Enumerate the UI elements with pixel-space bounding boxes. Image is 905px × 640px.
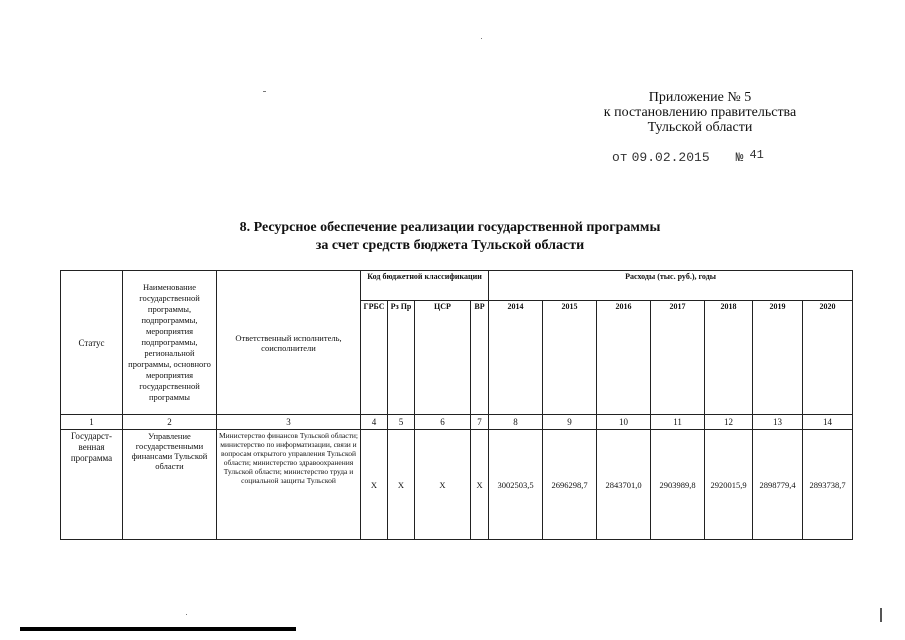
header-year: 2014 bbox=[489, 301, 543, 415]
index-cell: 10 bbox=[597, 415, 651, 430]
order-prefix: от bbox=[612, 150, 628, 165]
header-year: 2018 bbox=[705, 301, 753, 415]
appendix-title: Приложение № 5 bbox=[648, 90, 752, 105]
title-line: 8. Ресурсное обеспечение реализации государственной программы bbox=[239, 220, 661, 235]
header-year: 2017 bbox=[651, 301, 705, 415]
order-number: 41 bbox=[749, 148, 764, 162]
header-year: 2016 bbox=[597, 301, 651, 415]
row-csr: Х bbox=[415, 430, 471, 540]
appendix-block bbox=[560, 90, 840, 135]
header-year: 2015 bbox=[543, 301, 597, 415]
row-status: Государст-венная программа bbox=[61, 430, 123, 540]
order-line bbox=[612, 148, 764, 165]
row-value: 2898779,4 bbox=[753, 430, 803, 540]
table-row bbox=[61, 430, 853, 540]
scan-speck bbox=[481, 38, 482, 39]
index-cell: 12 bbox=[705, 415, 753, 430]
row-rzpr: Х bbox=[388, 430, 415, 540]
index-cell: 6 bbox=[415, 415, 471, 430]
index-cell: 14 bbox=[803, 415, 853, 430]
appendix-line: Тульской области bbox=[647, 120, 753, 135]
order-number-label: № bbox=[735, 150, 744, 165]
header-year: 2020 bbox=[803, 301, 853, 415]
header-year: 2019 bbox=[753, 301, 803, 415]
row-value: 2903989,8 bbox=[651, 430, 705, 540]
row-executor: Министерство финансов Тульской области; министерство по информатизации, связи и вопросам открытого управления Тульской области; министерство здравоохранения Тульской области; министерство труда и социальной защиты Тульской bbox=[217, 430, 361, 540]
header-status: Статус bbox=[61, 271, 123, 415]
index-cell: 5 bbox=[388, 415, 415, 430]
header-executor: Ответственный исполнитель, соисполнители bbox=[217, 271, 361, 415]
row-value: 2843701,0 bbox=[597, 430, 651, 540]
index-cell: 9 bbox=[543, 415, 597, 430]
header-expenses: Расходы (тыс. руб.), годы bbox=[489, 271, 853, 301]
index-cell: 1 bbox=[61, 415, 123, 430]
header-name: Наименование государственной программы, подпрограммы, мероприятия подпрограммы, региональной программы, основного мероприятия государственной программы bbox=[123, 271, 217, 415]
scan-edge-bar bbox=[20, 627, 296, 631]
row-value: 2920015,9 bbox=[705, 430, 753, 540]
index-cell: 11 bbox=[651, 415, 705, 430]
header-rzpr: Рз Пр bbox=[388, 301, 415, 415]
order-date: 09.02.2015 bbox=[631, 150, 710, 165]
index-cell: 8 bbox=[489, 415, 543, 430]
row-vr: Х bbox=[471, 430, 489, 540]
index-row bbox=[61, 415, 853, 430]
title-line: за счет средств бюджета Тульской области bbox=[315, 238, 585, 253]
row-value: 2893738,7 bbox=[803, 430, 853, 540]
document-title bbox=[150, 219, 750, 255]
index-cell: 3 bbox=[217, 415, 361, 430]
row-grbs: Х bbox=[361, 430, 388, 540]
resource-table bbox=[60, 270, 853, 540]
scan-edge-mark bbox=[880, 608, 882, 622]
header-grbs: ГРБС bbox=[361, 301, 388, 415]
header-vr: ВР bbox=[471, 301, 489, 415]
appendix-line: к постановлению правительства bbox=[603, 105, 797, 120]
index-cell: 2 bbox=[123, 415, 217, 430]
index-cell: 13 bbox=[753, 415, 803, 430]
index-cell: 4 bbox=[361, 415, 388, 430]
header-budget-code: Код бюджетной классификации bbox=[361, 271, 489, 301]
header-csr: ЦСР bbox=[415, 301, 471, 415]
row-value: 2696298,7 bbox=[543, 430, 597, 540]
scan-speck bbox=[186, 614, 187, 615]
row-name: Управление государственными финансами Тульской области bbox=[123, 430, 217, 540]
index-cell: 7 bbox=[471, 415, 489, 430]
scan-speck bbox=[263, 91, 266, 92]
row-value: 3002503,5 bbox=[489, 430, 543, 540]
